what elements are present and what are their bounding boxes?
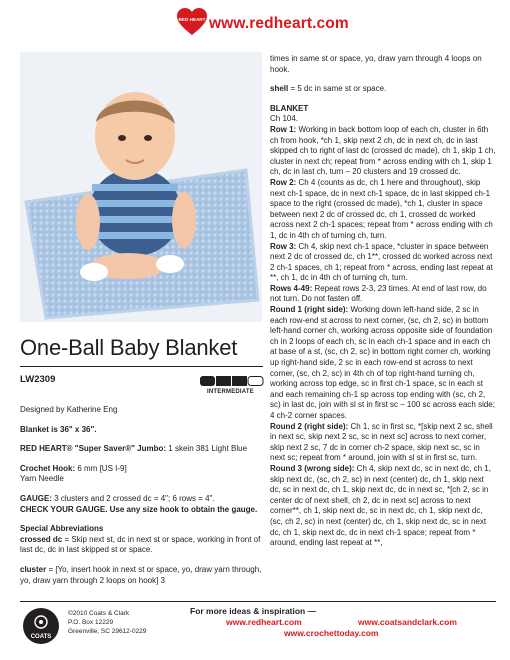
more-ideas-text: For more ideas & inspiration —	[190, 606, 317, 616]
row-1: Row 1: Working in back bottom loop of each ch, cluster in 6th ch from hook, *ch 1, skip next 2 ch, dc in next ch, dc in last skipped ch to right of last dc (crossed dc made), ch 1, skip 1 ch, cluster in next ch; repeat from * across ending with ch 1, skip 1 ch, dc in last ch, turn – 20 clusters and 19 crossed dc.	[270, 124, 496, 177]
skill-level-bar-icon	[200, 376, 264, 386]
page-header	[0, 0, 510, 42]
rows-4-49: Rows 4-49: Repeat rows 2-3, 23 times. At end of last row, do not turn. Do not fasten off.	[270, 283, 487, 304]
svg-text:RED HEART: RED HEART	[178, 17, 206, 22]
title-divider	[20, 366, 263, 367]
gauge-line: GAUGE: 3 clusters and 2 crossed dc = 4"; 6 rows = 4". CHECK YOUR GAUGE. Use any size hook to obtain the gauge.	[20, 493, 258, 514]
pattern-code: LW2309	[20, 374, 56, 385]
blanket-heading: BLANKET	[270, 103, 309, 113]
abbreviations-heading: Special Abbreviations	[20, 524, 104, 534]
row-2: Row 2: Ch 4 (counts as dc, ch 1 here and throughout), skip next ch-1 space, dc in next ch-1 space, dc in last skipped ch-1 space to the right (crossed dc made), *ch 1, cluster in space between next 2 dc of crossed dc, ch 1, crossed dc worked across next 2 ch-1 spaces; repeat from * across ending with ch 1, dc in 4th ch of turning ch, turn.	[270, 177, 493, 240]
yarn-line: RED HEART® "Super Saver®" Jumbo: 1 skein 381 Light Blue	[20, 444, 248, 454]
instructions-column	[270, 54, 496, 549]
pattern-title: One-Ball Baby Blanket	[20, 335, 238, 360]
round-1: Round 1 (right side): Working down left-hand side, 2 sc in each row-end st across to next corner, (sc, ch 2, sc) in bottom left-hand corner ch, working across opposite side of foundation ch in 2 loops of each ch, sc in each ch-1 space and in each ch at base of a st, (sc, ch 2, sc) in bottom right corner ch, working up right-hand side, 2 sc in each row-end st across to next corner, (sc, ch 2, sc) in 4th ch of top right-hand turning ch, working across top edge, sc in first ch-1 space, sc in each st and each remaining ch-1 sp across top ending with (sc, ch 2, sc) in last dc, join with sl st in first sc – 100 sc across each side; 4 ch-2 corner spaces.	[270, 305, 495, 420]
chain-line: Ch 104.	[270, 114, 299, 124]
blanket-photo	[20, 52, 262, 322]
round-3: Round 3 (wrong side): Ch 4, skip next dc, sc in next dc, ch 1, skip next dc, (sc, ch 2, sc) in next (center) dc, ch 1, skip next dc, sc in next dc, ch 1, skip next dc, dc in next sc, *[ch 2, sc in center dc of next shell, ch 2, dc in next sc] across to next corner**, ch 1, skip next dc, sc in next dc, ch 1, skip next dc, (sc, ch 2, sc) in next (center) dc, ch 1, skip next dc, sc in next dc, ch 1, skip next dc, dc in next ch-1 space; repeat from * around, ending last repeat at **,	[270, 463, 491, 548]
link-crochettoday[interactable]: www.crochettoday.com	[284, 628, 379, 638]
red-heart-logo-icon	[177, 8, 207, 36]
cluster-definition: cluster = [Yo, insert hook in next st or space, yo, draw yarn through, yo, draw yarn through 2 loops on hook] 3	[20, 564, 262, 585]
round-2: Round 2 (right side): Ch 1, sc in first sc, *[skip next 2 sc, shell in next sc, skip next 2 sc, sc in next sc] across to next corner, skip next 2 sc, 7 dc in corner ch-2 space, skip next sc, sc in next sc; repeat from * around, join with sl st in first sc, turn.	[270, 421, 493, 463]
materials-column	[20, 405, 266, 595]
link-coatsandclark[interactable]: www.coatsandclark.com	[358, 617, 457, 627]
baby-on-blanket-image	[20, 52, 262, 322]
site-url[interactable]: www.redheart.com	[209, 15, 349, 32]
footer-divider	[20, 601, 496, 602]
svg-text:COATS: COATS	[30, 634, 52, 640]
designer-credit: Designed by Katherine Eng	[20, 405, 118, 414]
hook-line: Crochet Hook: 6 mm [US I-9] Yarn Needle	[20, 463, 127, 484]
crossed-dc-definition: crossed dc = Skip next st, dc in next st or space, working in front of last dc, dc in last skipped st or space.	[20, 534, 261, 555]
skill-level-label: INTERMEDIATE	[207, 389, 254, 395]
shell-definition: shell = 5 dc in same st or space.	[270, 84, 387, 94]
cluster-definition-cont: times in same st or space, yo, draw yarn through 4 loops on hook.	[270, 54, 482, 74]
row-3: Row 3: Ch 4, skip next ch-1 space, *cluster in space between next 2 dc of crossed dc, ch 1**, crossed dc worked across next 2 ch-1 spaces, ch 1; repeat from * across, ending last repeat at **, ch 1, dc in 4th ch of turning ch, turn.	[270, 241, 493, 283]
size-line: Blanket is 36" x 36".	[20, 424, 97, 434]
link-redheart[interactable]: www.redheart.com	[226, 617, 302, 627]
company-address: ©2010 Coats & Clark P.O. Box 12229 Greenville, SC 29612-0229	[68, 610, 147, 635]
